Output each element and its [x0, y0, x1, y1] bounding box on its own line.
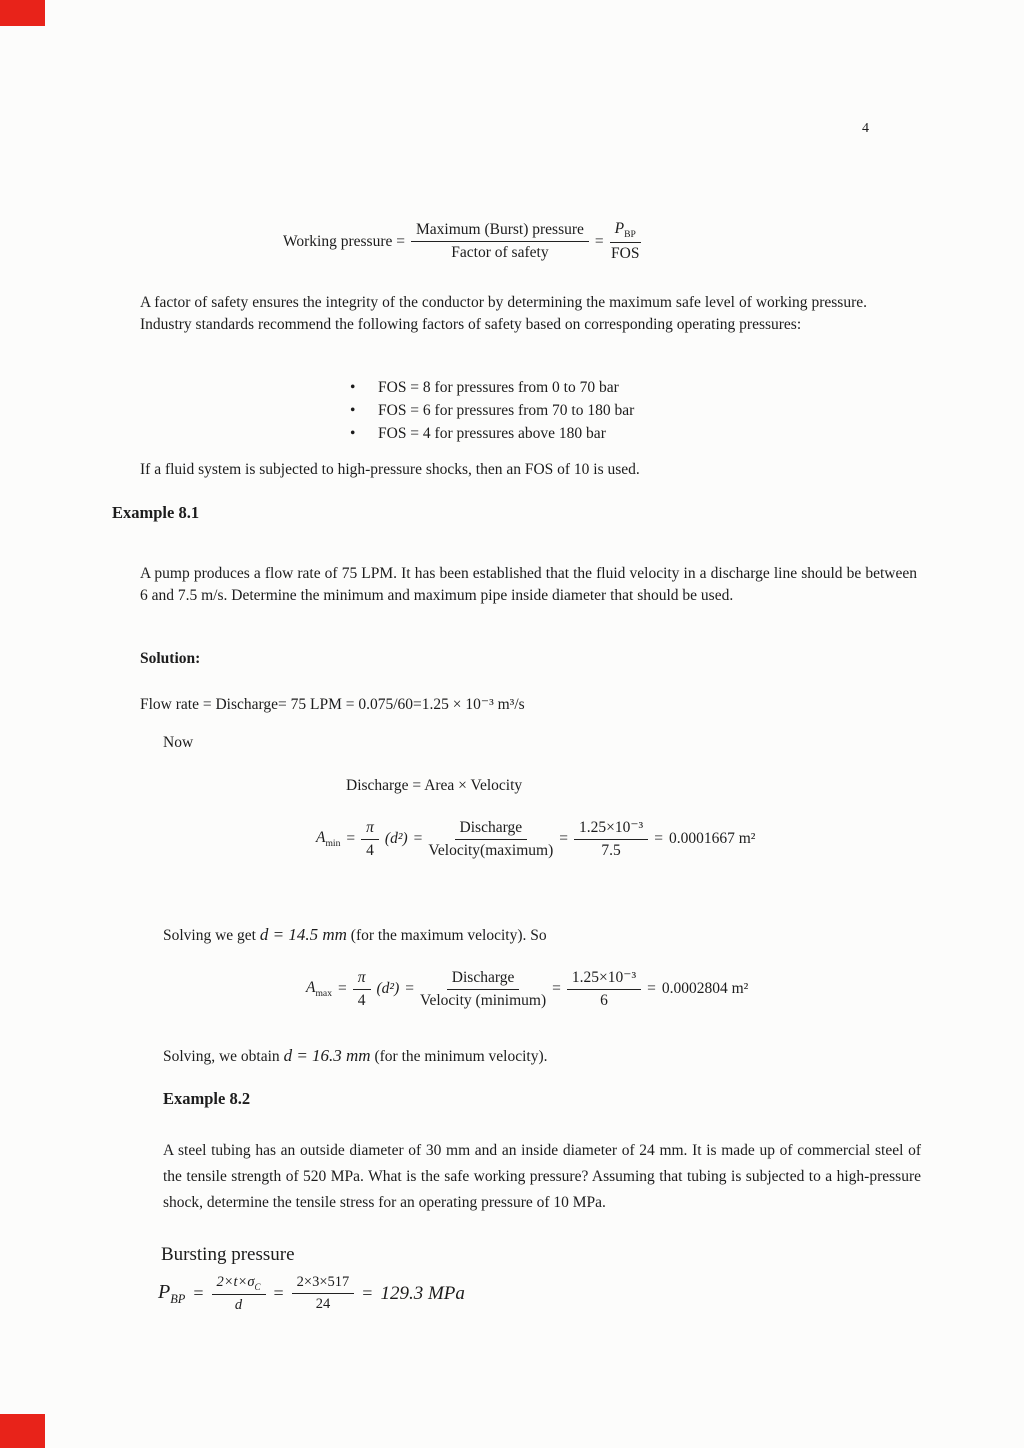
pi-symbol: π — [353, 969, 371, 990]
fraction-denominator: 7.5 — [601, 842, 621, 859]
fraction-numerator: Discharge — [447, 969, 520, 990]
shock-note-line: If a fluid system is subjected to high-pressure shocks, then an FOS of 10 is used. — [140, 461, 640, 478]
pbp-result: 129.3 MPa — [380, 1282, 465, 1304]
list-item — [350, 376, 634, 399]
equals-sign: = — [594, 232, 604, 250]
pressure-symbol: P — [614, 220, 625, 237]
amin-equation — [316, 818, 755, 860]
scan-artifact-bottom-left — [0, 1414, 45, 1448]
list-item — [350, 422, 634, 445]
fraction-denominator: Velocity(maximum) — [428, 841, 554, 859]
discharge-velocity-fraction — [420, 969, 546, 1010]
equals-sign: = — [559, 830, 568, 847]
area-subscript: min — [325, 838, 341, 850]
solving-min-math: d = 14.5 mm — [259, 925, 347, 944]
solving-max-post: (for the minimum velocity). — [374, 1048, 548, 1065]
discharge-velocity-fraction — [428, 819, 553, 860]
equals-sign: = — [362, 1283, 373, 1304]
flow-rate-line: Flow rate = Discharge= 75 LPM = 0.075/60=1.25 × 10⁻³ m³/s — [140, 696, 525, 713]
fraction-numerator: 1.25×10⁻³ — [574, 818, 648, 840]
fraction-denominator: d — [234, 1296, 243, 1313]
fraction-denominator: Velocity (minimum) — [420, 991, 547, 1009]
bursting-pressure-label: Bursting pressure — [161, 1244, 295, 1265]
fraction-denominator: 6 — [600, 992, 608, 1009]
pbp-fos-fraction — [610, 220, 641, 263]
solving-min-line — [163, 925, 547, 945]
equals-sign: = — [654, 830, 663, 847]
amax-equation — [306, 968, 748, 1010]
bullet-icon: • — [350, 379, 356, 396]
working-pressure-equation — [283, 220, 641, 263]
fraction-denominator: 4 — [366, 841, 374, 859]
amax-variable — [306, 979, 332, 999]
example-8-1-problem: A pump produces a flow rate of 75 LPM. It has been established that the fluid velocity in a discharge line should be between 6 and 7.5 m/s. Determine the minimum and maximum pipe inside diameter that should be used. — [140, 565, 917, 604]
equals-sign: = — [338, 980, 347, 997]
solving-max-line — [163, 1046, 548, 1066]
solving-min-post: (for the maximum velocity). So — [350, 927, 547, 944]
fraction-numerator: Discharge — [455, 819, 528, 840]
equals-sign: = — [193, 1283, 204, 1304]
factor-of-safety-paragraph: A factor of safety ensures the integrity of the conductor by determining the maximum safe level of working pressure. Industry standards recommend the following factors of safety based on corresponding operating pressures: — [140, 294, 867, 333]
solving-min-pre: Solving we get — [163, 927, 256, 944]
list-item — [350, 399, 634, 422]
fraction-denominator: 4 — [357, 991, 366, 1009]
now-label: Now — [163, 734, 194, 751]
example-8-2-heading: Example 8.2 — [163, 1089, 251, 1108]
fraction-numerator — [610, 220, 641, 243]
bullet-text: FOS = 4 for pressures above 180 bar — [378, 425, 606, 442]
amin-variable — [316, 829, 340, 849]
equals-sign: = — [273, 1283, 284, 1304]
symbolic-fraction — [212, 1274, 266, 1314]
solving-max-pre: Solving, we obtain — [163, 1048, 280, 1065]
numeric-fraction — [567, 968, 641, 1010]
fos-bullet-list — [350, 376, 634, 445]
example-8-1-heading: Example 8.1 — [112, 503, 200, 522]
numerator-expression: 2×t×σ — [216, 1274, 255, 1290]
amin-result: 0.0001667 m² — [668, 830, 756, 847]
pi-over-four-fraction — [353, 969, 371, 1010]
sigma-subscript: C — [254, 1281, 261, 1292]
d-squared-term: (d²) — [376, 980, 400, 997]
pi-symbol: π — [361, 819, 379, 840]
pressure-subscript: BP — [624, 229, 636, 241]
fraction-denominator: FOS — [611, 245, 640, 263]
pressure-subscript: BP — [170, 1291, 186, 1306]
equals-sign: = — [552, 980, 561, 997]
fraction-numerator: 1.25×10⁻³ — [567, 968, 641, 990]
area-symbol: A — [306, 978, 316, 996]
bullet-text: FOS = 8 for pressures from 0 to 70 bar — [378, 379, 619, 396]
bullet-icon: • — [350, 402, 356, 419]
fraction-denominator: Factor of safety — [451, 244, 549, 262]
equation-lhs: Working pressure = — [283, 232, 405, 250]
fraction-denominator: 24 — [315, 1296, 331, 1313]
amax-result: 0.0002804 m² — [661, 980, 749, 997]
bullet-text: FOS = 6 for pressures from 70 to 180 bar — [378, 402, 635, 419]
pressure-symbol: P — [158, 1280, 171, 1303]
bullet-icon: • — [350, 425, 356, 442]
area-symbol: A — [316, 828, 326, 846]
solving-max-math: d = 16.3 mm — [283, 1046, 371, 1065]
d-squared-term: (d²) — [384, 830, 408, 847]
equals-sign: = — [413, 830, 423, 847]
equals-sign: = — [405, 980, 414, 997]
discharge-equation-line: Discharge = Area × Velocity — [346, 777, 523, 794]
fraction-numerator: Maximum (Burst) pressure — [411, 221, 589, 242]
example-8-2-problem: A steel tubing has an outside diameter of 30 mm and an inside diameter of 24 mm. It is made up of commercial steel of the tensile strength of 520 MPa. What is the safe working pressure? Assuming that tubing is subjected to a high-pressure shock, determine the tensile stress for an operating pressure of 10 MPa. — [163, 1142, 921, 1211]
burst-pressure-fraction — [411, 221, 589, 262]
area-subscript: max — [315, 988, 332, 1000]
fraction-numerator — [212, 1274, 266, 1295]
pbp-variable — [158, 1281, 185, 1307]
page-number: 4 — [862, 121, 869, 136]
fraction-numerator: 2×3×517 — [292, 1274, 355, 1294]
pi-over-four-fraction — [361, 819, 379, 860]
bursting-pressure-equation — [158, 1274, 465, 1314]
equals-sign: = — [647, 980, 656, 997]
solution-label: Solution: — [140, 650, 201, 667]
numeric-fraction — [574, 818, 648, 860]
scan-artifact-top-left — [0, 0, 45, 26]
equals-sign: = — [346, 830, 356, 847]
numeric-fraction — [292, 1274, 355, 1313]
